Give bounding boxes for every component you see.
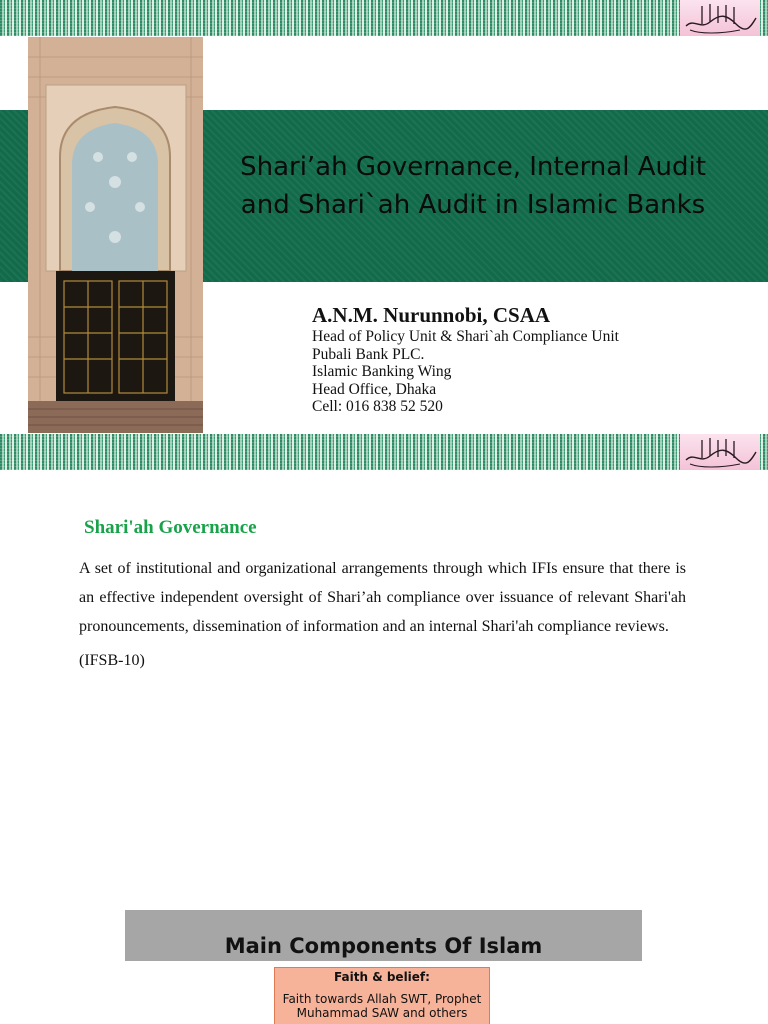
faith-box-text: Faith towards Allah SWT, Prophet Muhammad SAW and others bbox=[282, 992, 482, 1020]
calligraphy-icon bbox=[680, 434, 760, 470]
definition-slide bbox=[0, 472, 768, 892]
slide-title: Shari’ah Governance, Internal Audit and Shari`ah Audit in Islamic Banks bbox=[240, 152, 706, 220]
section-heading: Shari'ah Governance bbox=[84, 517, 257, 538]
author-office: Head Office, Dhaka bbox=[312, 380, 437, 398]
decorative-top-stripe bbox=[0, 0, 768, 36]
calligraphy-icon bbox=[680, 0, 760, 36]
author-position: Head of Policy Unit & Shari`ah Compliance Unit bbox=[312, 328, 619, 345]
definition-text: A set of institutional and organizational arrangements through which IFIs ensure that there is an effective independent oversight of Shari’ah compliance over issuance of relevant Shari'ah pronouncements, dissemination of information and an internal Shari'ah compliance reviews. bbox=[79, 560, 686, 635]
faith-box-title: Faith & belief: bbox=[334, 970, 430, 984]
mosque-door-photo bbox=[28, 37, 203, 433]
author-name: A.N.M. Nurunnobi, CSAA bbox=[312, 303, 551, 327]
author-block bbox=[312, 302, 619, 416]
title-slide bbox=[0, 0, 768, 472]
reference-text: (IFSB-10) bbox=[79, 652, 145, 669]
decorative-bottom-stripe bbox=[0, 434, 768, 470]
author-wing: Islamic Banking Wing bbox=[312, 363, 452, 380]
author-cell: Cell: 016 838 52 520 bbox=[312, 398, 443, 415]
faith-box bbox=[274, 967, 490, 1024]
components-slide bbox=[0, 892, 768, 1024]
author-bank: Pubali Bank PLC. bbox=[312, 345, 425, 363]
components-title: Main Components Of Islam bbox=[224, 934, 543, 958]
